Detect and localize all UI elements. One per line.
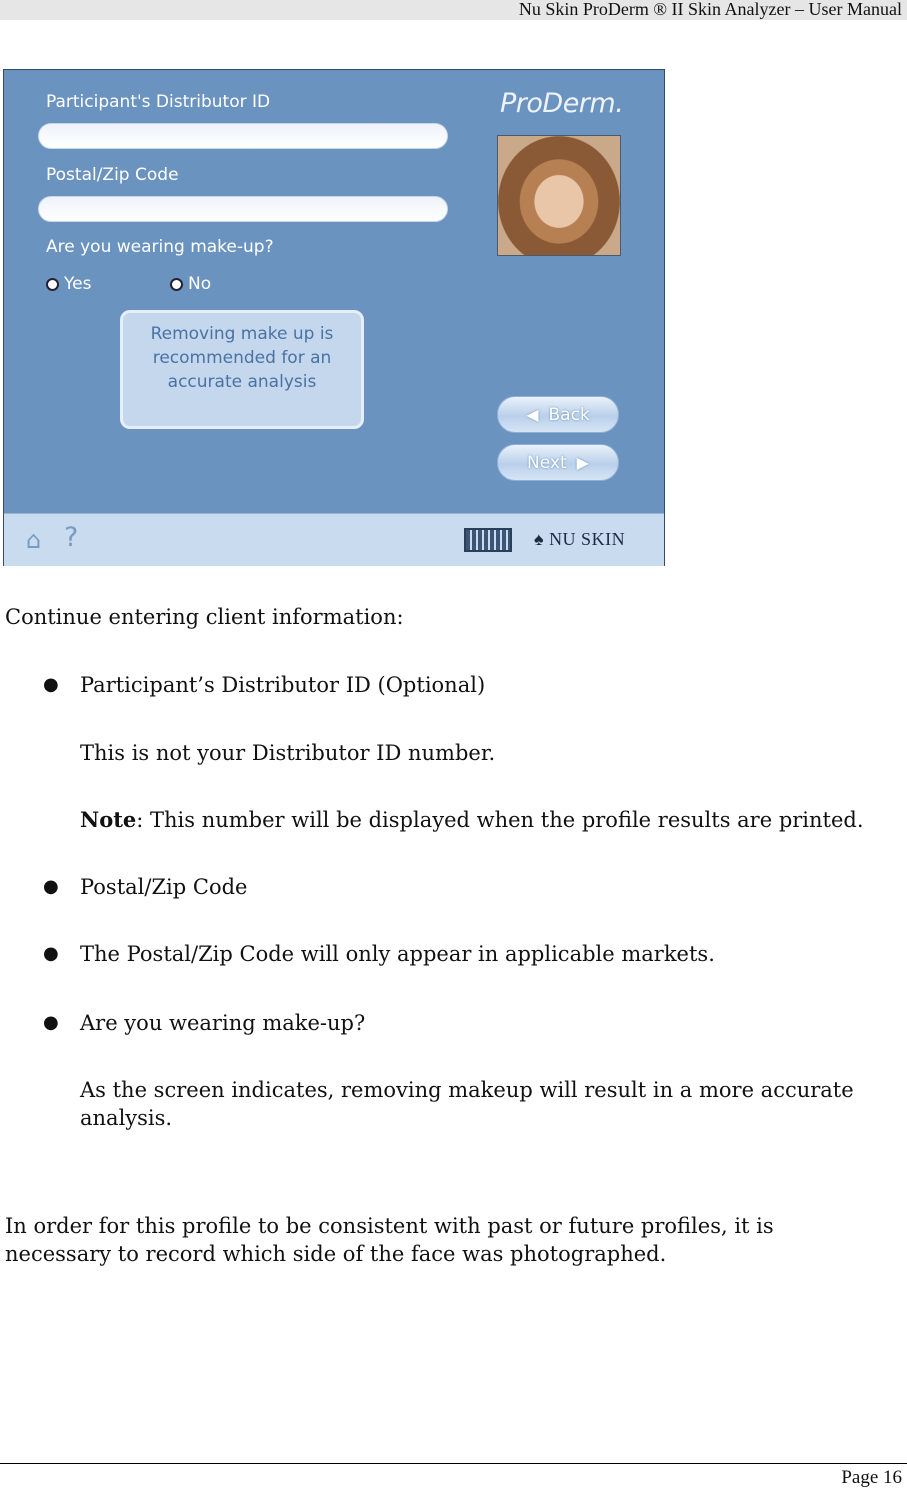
page-number: Page 16	[841, 1467, 902, 1488]
item-makeup: Are you wearing make-up?	[80, 1011, 366, 1035]
distributor-id-input[interactable]	[38, 123, 448, 149]
client-photo	[497, 135, 621, 256]
back-button-label: Back	[548, 404, 590, 425]
next-button-label: Next	[527, 452, 567, 473]
yes-label: Yes	[64, 274, 92, 294]
note-label: Note	[80, 807, 137, 832]
distributor-detail: This is not your Distributor ID number.	[80, 741, 496, 765]
makeup-no-radio[interactable]	[170, 274, 211, 294]
next-button[interactable]	[497, 444, 619, 481]
proderm-logo: ProDerm.	[500, 88, 624, 119]
item-distributor-id: Participant’s Distributor ID (Optional)	[80, 673, 486, 697]
footer-divider	[0, 1463, 907, 1464]
note-line: Removing make up is	[150, 324, 334, 344]
right-arrow-icon: ▶	[576, 453, 589, 472]
closing-paragraph: In order for this profile to be consistent with past or future profiles, it is necessary to record which side of the face was photographed.	[5, 1214, 774, 1266]
item-postal-markets: The Postal/Zip Code will only appear in applicable markets.	[80, 942, 715, 966]
bottom-toolbar	[4, 513, 664, 566]
left-arrow-icon: ◀	[526, 405, 539, 424]
postal-code-label: Postal/Zip Code	[46, 165, 179, 185]
nuskin-logo: ♠ NU SKIN	[534, 529, 626, 549]
no-label: No	[188, 274, 212, 294]
intro-text: Continue entering client information:	[5, 605, 404, 629]
help-icon[interactable]: ?	[64, 522, 79, 553]
distributor-note	[80, 806, 864, 834]
bullet-icon: ●	[43, 674, 59, 695]
home-icon[interactable]: ⌂	[26, 526, 42, 554]
proderm-screen	[3, 69, 665, 566]
back-button[interactable]	[497, 396, 619, 433]
postal-code-input[interactable]	[38, 196, 448, 222]
note-line: accurate analysis	[167, 372, 317, 392]
note-line: recommended for an	[152, 348, 332, 368]
note-text: : This number will be displayed when the profile results are printed.	[136, 808, 864, 832]
radio-circle-icon	[170, 278, 183, 291]
keyboard-icon[interactable]	[464, 528, 512, 552]
bullet-icon: ●	[43, 943, 59, 964]
header-title: Nu Skin ProDerm ® II Skin Analyzer – User Manual	[518, 0, 902, 19]
makeup-yes-radio[interactable]	[46, 274, 91, 294]
radio-circle-icon	[46, 278, 59, 291]
bullet-icon: ●	[43, 876, 59, 897]
nuskin-logo-text: NU SKIN	[549, 529, 626, 549]
distributor-id-label: Participant's Distributor ID	[46, 92, 271, 112]
makeup-note-box	[120, 310, 364, 429]
page-header	[0, 0, 907, 20]
makeup-detail: As the screen indicates, removing makeup will result in a more accurate analysis.	[80, 1078, 854, 1130]
bullet-icon: ●	[43, 1012, 59, 1033]
makeup-question: Are you wearing make-up?	[46, 237, 274, 257]
item-postal-code: Postal/Zip Code	[80, 875, 248, 899]
